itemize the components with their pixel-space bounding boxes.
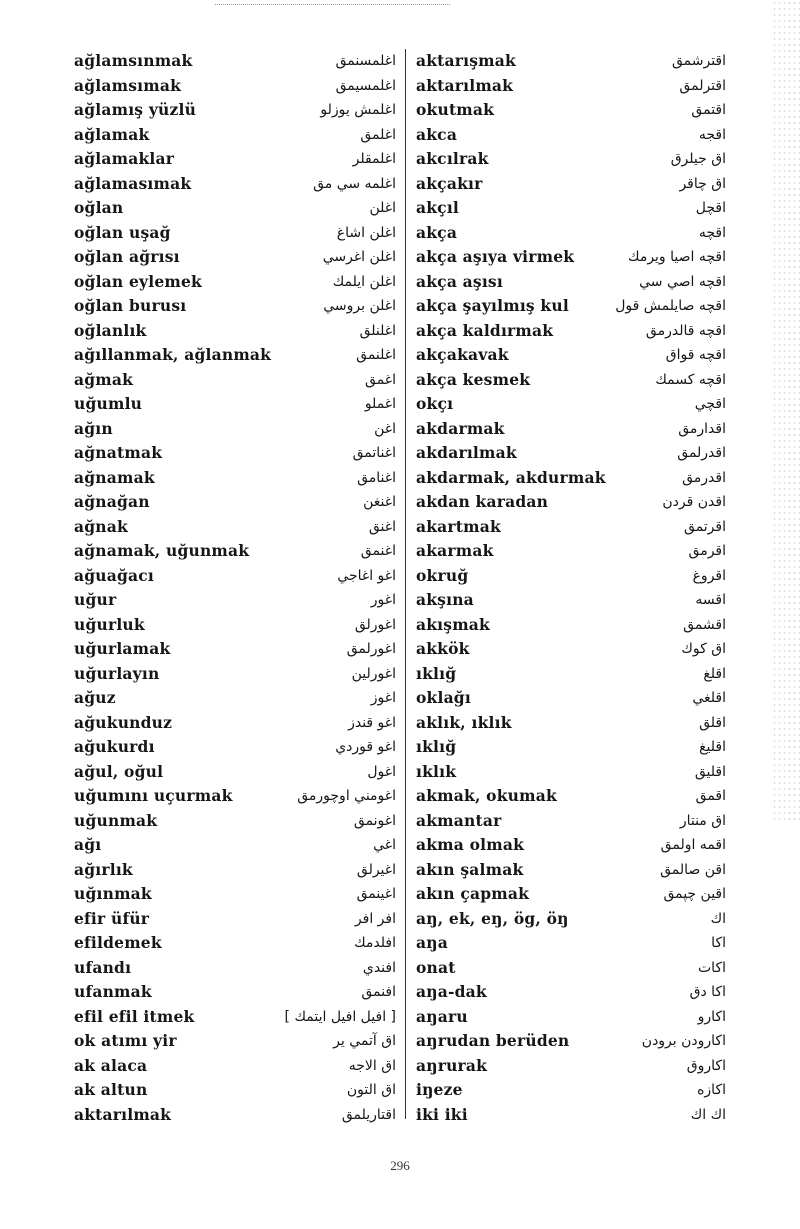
entry-arabic: اق منتار: [679, 812, 726, 829]
dictionary-entry: [74, 490, 396, 515]
dictionary-entry: [74, 49, 396, 74]
entry-latin: ıklığ: [416, 737, 457, 756]
entry-latin: ağmak: [74, 369, 134, 389]
entry-arabic: اكا دق: [689, 984, 726, 1000]
entry-latin: ağın: [74, 418, 113, 438]
header-rule: [215, 4, 450, 7]
dictionary-entry: [416, 588, 726, 613]
entry-latin: oğlan: [74, 198, 124, 217]
dictionary-entry: [416, 931, 726, 956]
dictionary-entry: [416, 858, 726, 883]
entry-latin: oğlan eylemek: [74, 271, 202, 291]
entry-arabic: اقرمق: [688, 543, 726, 559]
entry-arabic: اقرتمق: [684, 518, 726, 535]
entry-latin: ağnatmak: [74, 443, 163, 462]
entry-arabic: اغو قندز: [348, 714, 396, 731]
entry-arabic: اق جيلرق: [670, 151, 726, 167]
entry-latin: efir üfür: [74, 908, 150, 928]
dictionary-entry: [416, 172, 726, 197]
entry-latin: oğlan burusı: [74, 296, 187, 315]
entry-latin: akça şayılmış kul: [416, 296, 569, 315]
dictionary-entry: [74, 1078, 396, 1103]
entry-arabic: اقدرمق: [682, 469, 726, 486]
dictionary-entry: [416, 515, 726, 540]
dictionary-entry: [416, 760, 726, 785]
entry-latin: akma olmak: [416, 835, 525, 854]
dictionary-entry: [74, 270, 396, 295]
entry-latin: akdan karadan: [416, 492, 549, 511]
dictionary-entry: [416, 956, 726, 981]
dictionary-entry: [74, 515, 396, 540]
right-column: [416, 49, 726, 1127]
entry-arabic: اقين چپمق: [663, 886, 726, 902]
entry-arabic: اغملو: [364, 396, 396, 412]
entry-latin: ağırlık: [74, 859, 133, 879]
entry-arabic: اغورلمق: [346, 641, 396, 657]
entry-arabic: اغلمه سي مق: [313, 175, 396, 192]
entry-arabic: اقتمق: [691, 102, 726, 118]
dictionary-entry: [74, 686, 396, 711]
dictionary-entry: [416, 49, 726, 74]
dictionary-entry: [74, 907, 396, 932]
entry-arabic: اقچل: [695, 200, 726, 216]
entry-latin: uğurluk: [74, 614, 145, 634]
entry-latin: uğınmak: [74, 884, 152, 903]
entry-latin: okçı: [416, 394, 454, 413]
entry-latin: ufandı: [74, 957, 132, 977]
dictionary-entry: [416, 196, 726, 221]
dictionary-entry: [416, 74, 726, 99]
entry-latin: aktarılmak: [74, 1104, 172, 1124]
entry-arabic: اقترلمق: [679, 77, 726, 94]
entry-latin: ağnamak: [74, 467, 155, 487]
dictionary-entry: [416, 270, 726, 295]
entry-arabic: اغورلين: [351, 665, 396, 682]
entry-latin: ağı: [74, 835, 102, 854]
dictionary-entry: [74, 539, 396, 564]
entry-arabic: اغلن: [369, 200, 396, 216]
entry-latin: aŋrudan berüden: [416, 1031, 570, 1050]
entry-latin: uğumlu: [74, 394, 143, 413]
entry-latin: ağnak: [74, 516, 128, 536]
dictionary-entry: [74, 711, 396, 736]
entry-arabic: اكا: [711, 935, 726, 951]
entry-arabic: اقن صالمق: [660, 861, 726, 878]
dictionary-entry: [416, 1005, 726, 1030]
entry-arabic: اق الاجه: [348, 1057, 396, 1074]
entry-arabic: اقمق: [695, 788, 726, 804]
entry-latin: efil efil itmek: [74, 1006, 195, 1026]
entry-arabic: اغلن ايلمك: [332, 273, 396, 290]
dictionary-entry: [74, 74, 396, 99]
entry-arabic: اقچه كسمك: [655, 371, 726, 388]
entry-latin: akçakavak: [416, 345, 509, 364]
entry-latin: aŋaru: [416, 1006, 468, 1026]
entry-latin: akın çapmak: [416, 884, 530, 903]
entry-arabic: اغول: [367, 763, 396, 780]
entry-arabic: اغلمسنمق: [335, 53, 396, 69]
entry-latin: akartmak: [416, 516, 501, 536]
entry-latin: ufanmak: [74, 982, 152, 1001]
entry-arabic: اغور: [370, 592, 396, 608]
entry-arabic: اكات: [698, 959, 726, 976]
dictionary-entry: [74, 613, 396, 638]
entry-latin: akarmak: [416, 541, 494, 560]
dictionary-entry: [416, 1078, 726, 1103]
entry-latin: ağnağan: [74, 492, 150, 511]
page-number: 296: [390, 1158, 410, 1173]
entry-arabic: اقچه صايلمش قول: [615, 298, 726, 314]
entry-latin: uğunmak: [74, 810, 158, 830]
entry-latin: akmantar: [416, 810, 502, 830]
entry-arabic: اق كوك: [681, 641, 726, 657]
dictionary-entry: [74, 147, 396, 172]
entry-latin: akça: [416, 222, 458, 242]
entry-latin: oğlan ağrısı: [74, 247, 180, 266]
entry-arabic: اقچه اصيا ويرمك: [628, 249, 726, 265]
dictionary-entry: [416, 392, 726, 417]
entry-arabic: افلدمك: [354, 935, 396, 951]
dictionary-entry: [74, 245, 396, 270]
dictionary-entry: [416, 1103, 726, 1128]
entry-latin: akçıl: [416, 198, 459, 217]
entry-latin: aŋa-dak: [416, 982, 487, 1001]
entry-latin: akça aşıya virmek: [416, 247, 575, 266]
entry-latin: aktarışmak: [416, 51, 516, 70]
entry-latin: akkök: [416, 639, 470, 658]
dictionary-entry: [74, 1005, 396, 1030]
entry-arabic: اكارودن برودن: [641, 1033, 726, 1049]
entry-latin: akca: [416, 124, 458, 144]
entry-arabic: اغي: [373, 837, 396, 853]
scan-edge-noise: [772, 0, 800, 820]
entry-arabic: اقشمق: [683, 616, 726, 633]
dictionary-entry: [74, 956, 396, 981]
dictionary-entry: [416, 123, 726, 148]
entry-arabic: اق آتمي ير: [333, 1033, 396, 1049]
dictionary-entry: [74, 637, 396, 662]
dictionary-entry: [74, 343, 396, 368]
entry-arabic: اقليق: [694, 763, 726, 780]
entry-latin: aktarılmak: [416, 75, 514, 95]
entry-arabic: اغنغن: [363, 494, 396, 510]
entry-latin: oklağı: [416, 688, 471, 707]
dictionary-entry: [74, 833, 396, 858]
entry-latin: ağlamaklar: [74, 149, 175, 168]
dictionary-entry: [74, 172, 396, 197]
entry-arabic: اقچي: [694, 396, 726, 412]
entry-latin: uğur: [74, 590, 117, 609]
left-column: [74, 49, 396, 1127]
dictionary-entry: [416, 784, 726, 809]
entry-latin: ak alaca: [74, 1055, 148, 1075]
entry-latin: ağıllanmak, ağlanmak: [74, 345, 272, 364]
dictionary-entry: [74, 882, 396, 907]
entry-latin: ağul, oğul: [74, 761, 164, 781]
entry-latin: uğurlayın: [74, 663, 160, 683]
entry-arabic: اقجه: [698, 126, 726, 143]
entry-arabic: اغناتمق: [352, 445, 396, 461]
dictionary-entry: [416, 539, 726, 564]
dictionary-entry: [416, 319, 726, 344]
dictionary-entry: [416, 343, 726, 368]
entry-latin: ağuz: [74, 688, 116, 707]
entry-latin: akça kesmek: [416, 369, 531, 389]
entry-latin: iki iki: [416, 1104, 468, 1124]
entry-arabic: اقچه: [698, 224, 726, 241]
entry-arabic: اكاروق: [686, 1057, 726, 1074]
dictionary-entry: [74, 564, 396, 589]
dictionary-entry: [416, 980, 726, 1005]
entry-arabic: اق التون: [346, 1082, 396, 1098]
dictionary-entry: [74, 1103, 396, 1128]
dictionary-entry: [416, 294, 726, 319]
entry-arabic: اغونمق: [353, 812, 396, 829]
dictionary-entry: [74, 784, 396, 809]
entry-arabic: افندي: [362, 959, 396, 976]
entry-arabic: اقسه: [695, 592, 726, 608]
entry-arabic: اك: [710, 910, 726, 927]
entry-latin: akça kaldırmak: [416, 320, 554, 340]
dictionary-entry: [416, 98, 726, 123]
entry-arabic: اغمق: [365, 371, 396, 388]
entry-arabic: اق چاقر: [679, 175, 726, 192]
entry-latin: ok atımı yir: [74, 1031, 177, 1050]
entry-latin: akçakır: [416, 173, 483, 193]
entry-arabic: اقچه اصي سي: [639, 273, 726, 290]
dictionary-entry: [74, 980, 396, 1005]
entry-arabic: اقدارمق: [678, 420, 726, 437]
entry-arabic: اقدرلمق: [677, 445, 726, 461]
dictionary-entry: [74, 735, 396, 760]
entry-arabic: اغلمق: [360, 126, 396, 143]
entry-latin: akdarmak, akdurmak: [416, 467, 606, 487]
entry-arabic: اغلمسيمق: [335, 77, 396, 94]
entry-arabic: اقلق: [699, 714, 726, 731]
entry-arabic: اغلمش يوزلو: [320, 102, 396, 118]
dictionary-entry: [416, 1029, 726, 1054]
dictionary-entry: [416, 441, 726, 466]
dictionary-entry: [416, 417, 726, 442]
dictionary-entry: [74, 319, 396, 344]
dictionary-entry: [416, 833, 726, 858]
entry-latin: efildemek: [74, 933, 162, 952]
entry-latin: akdarılmak: [416, 443, 517, 462]
entry-arabic: اغلمقلر: [352, 151, 396, 167]
dictionary-entry: [74, 588, 396, 613]
entry-arabic: اقروغ: [692, 567, 726, 584]
entry-latin: oğlan uşağ: [74, 222, 171, 242]
entry-arabic: اغو قوردي: [335, 739, 396, 755]
dictionary-entry: [416, 368, 726, 393]
entry-latin: okutmak: [416, 100, 495, 119]
entry-latin: okruğ: [416, 565, 469, 585]
entry-arabic: اغورلق: [354, 616, 396, 633]
entry-latin: ıklığ: [416, 663, 457, 683]
entry-latin: iŋeze: [416, 1080, 463, 1099]
entry-arabic: اغينمق: [356, 886, 396, 902]
dictionary-entry: [74, 441, 396, 466]
dictionary-entry: [74, 1029, 396, 1054]
entry-arabic: اغومني اوچورمق: [297, 788, 396, 804]
entry-arabic: اغيرلق: [356, 861, 396, 878]
entry-latin: ağukunduz: [74, 712, 173, 732]
dictionary-entry: [74, 221, 396, 246]
entry-latin: akdarmak: [416, 418, 505, 438]
dictionary-entry: [416, 637, 726, 662]
dictionary-entry: [416, 735, 726, 760]
entry-arabic: افنمق: [361, 984, 396, 1000]
dictionary-entry: [74, 392, 396, 417]
entry-latin: ak altun: [74, 1080, 148, 1099]
entry-latin: oğlanlık: [74, 320, 147, 340]
entry-arabic: اقلغ: [703, 665, 726, 682]
dictionary-entry: [416, 809, 726, 834]
entry-latin: ağnamak, uğunmak: [74, 541, 250, 560]
entry-latin: ağlamsımak: [74, 75, 182, 95]
entry-latin: ağlamasımak: [74, 173, 192, 193]
entry-arabic: اغو اغاجي: [337, 567, 396, 584]
entry-arabic: اغوز: [370, 690, 396, 706]
entry-arabic: [ افيل افيل ايتمك ]: [284, 1008, 396, 1025]
dictionary-entry: [416, 613, 726, 638]
column-divider: [405, 49, 406, 1119]
entry-latin: akşına: [416, 590, 474, 609]
entry-arabic: اغلن اغرسي: [322, 249, 396, 265]
entry-latin: aŋrurak: [416, 1055, 488, 1075]
dictionary-entry: [74, 760, 396, 785]
entry-arabic: اكارو: [697, 1008, 726, 1025]
dictionary-entry: [74, 466, 396, 491]
entry-latin: akışmak: [416, 614, 490, 634]
entry-arabic: اقمه اولمق: [660, 837, 726, 853]
dictionary-entry: [416, 490, 726, 515]
dictionary-entry: [74, 1054, 396, 1079]
dictionary-entry: [74, 196, 396, 221]
dictionary-entry: [416, 686, 726, 711]
entry-arabic: اقدن قردن: [662, 494, 726, 510]
entry-arabic: اكازه: [697, 1082, 726, 1098]
entry-arabic: اغن: [374, 420, 396, 437]
entry-latin: ağlamak: [74, 124, 150, 144]
dictionary-entry: [416, 711, 726, 736]
dictionary-entry: [74, 294, 396, 319]
dictionary-entry: [416, 907, 726, 932]
dictionary-entry: [74, 417, 396, 442]
dictionary-entry: [416, 662, 726, 687]
entry-arabic: اقليغ: [699, 739, 726, 755]
dictionary-entry: [74, 809, 396, 834]
entry-latin: onat: [416, 957, 456, 977]
entry-latin: akça aşısı: [416, 271, 503, 291]
entry-latin: akmak, okumak: [416, 786, 557, 805]
entry-latin: uğumını uçurmak: [74, 786, 233, 805]
entry-latin: aŋ, ek, eŋ, ög, öŋ: [416, 908, 569, 928]
entry-arabic: افر افر: [354, 910, 396, 927]
dictionary-entry: [416, 1054, 726, 1079]
entry-arabic: اقچه قواق: [665, 347, 726, 363]
entry-latin: akın şalmak: [416, 859, 524, 879]
entry-arabic: اغلنمق: [356, 347, 396, 363]
entry-latin: akcılrak: [416, 149, 489, 168]
dictionary-entry: [416, 221, 726, 246]
dictionary-entry: [416, 564, 726, 589]
entry-arabic: اغلن اشاغ: [336, 224, 396, 241]
entry-arabic: اك اك: [690, 1106, 726, 1123]
dictionary-entry: [74, 931, 396, 956]
dictionary-entry: [74, 858, 396, 883]
entry-latin: aŋa: [416, 933, 448, 952]
dictionary-entry: [416, 466, 726, 491]
dictionary-entry: [416, 245, 726, 270]
entry-latin: ağlamış yüzlü: [74, 100, 197, 119]
entry-latin: ıklık: [416, 761, 457, 781]
entry-arabic: اغلنلق: [359, 322, 396, 339]
entry-arabic: اقتاريلمق: [341, 1106, 396, 1123]
dictionary-entry: [416, 882, 726, 907]
entry-arabic: اغنمق: [360, 543, 396, 559]
entry-latin: ağukurdı: [74, 737, 155, 756]
entry-latin: ağuağacı: [74, 565, 155, 585]
entry-arabic: اقلغي: [692, 690, 726, 706]
dictionary-entry: [74, 123, 396, 148]
dictionary-entry: [74, 98, 396, 123]
entry-arabic: اقچه قالدرمق: [645, 322, 726, 339]
entry-arabic: اغلن بروسي: [323, 298, 396, 314]
entry-arabic: اغنق: [368, 518, 396, 535]
entry-arabic: اغنامق: [357, 469, 396, 486]
entry-latin: aklık, ıklık: [416, 712, 512, 732]
dictionary-entry: [416, 147, 726, 172]
dictionary-entry: [74, 662, 396, 687]
dictionary-entry: [74, 368, 396, 393]
entry-arabic: اقترشمق: [671, 53, 726, 69]
entry-latin: uğurlamak: [74, 639, 171, 658]
entry-latin: ağlamsınmak: [74, 51, 193, 70]
